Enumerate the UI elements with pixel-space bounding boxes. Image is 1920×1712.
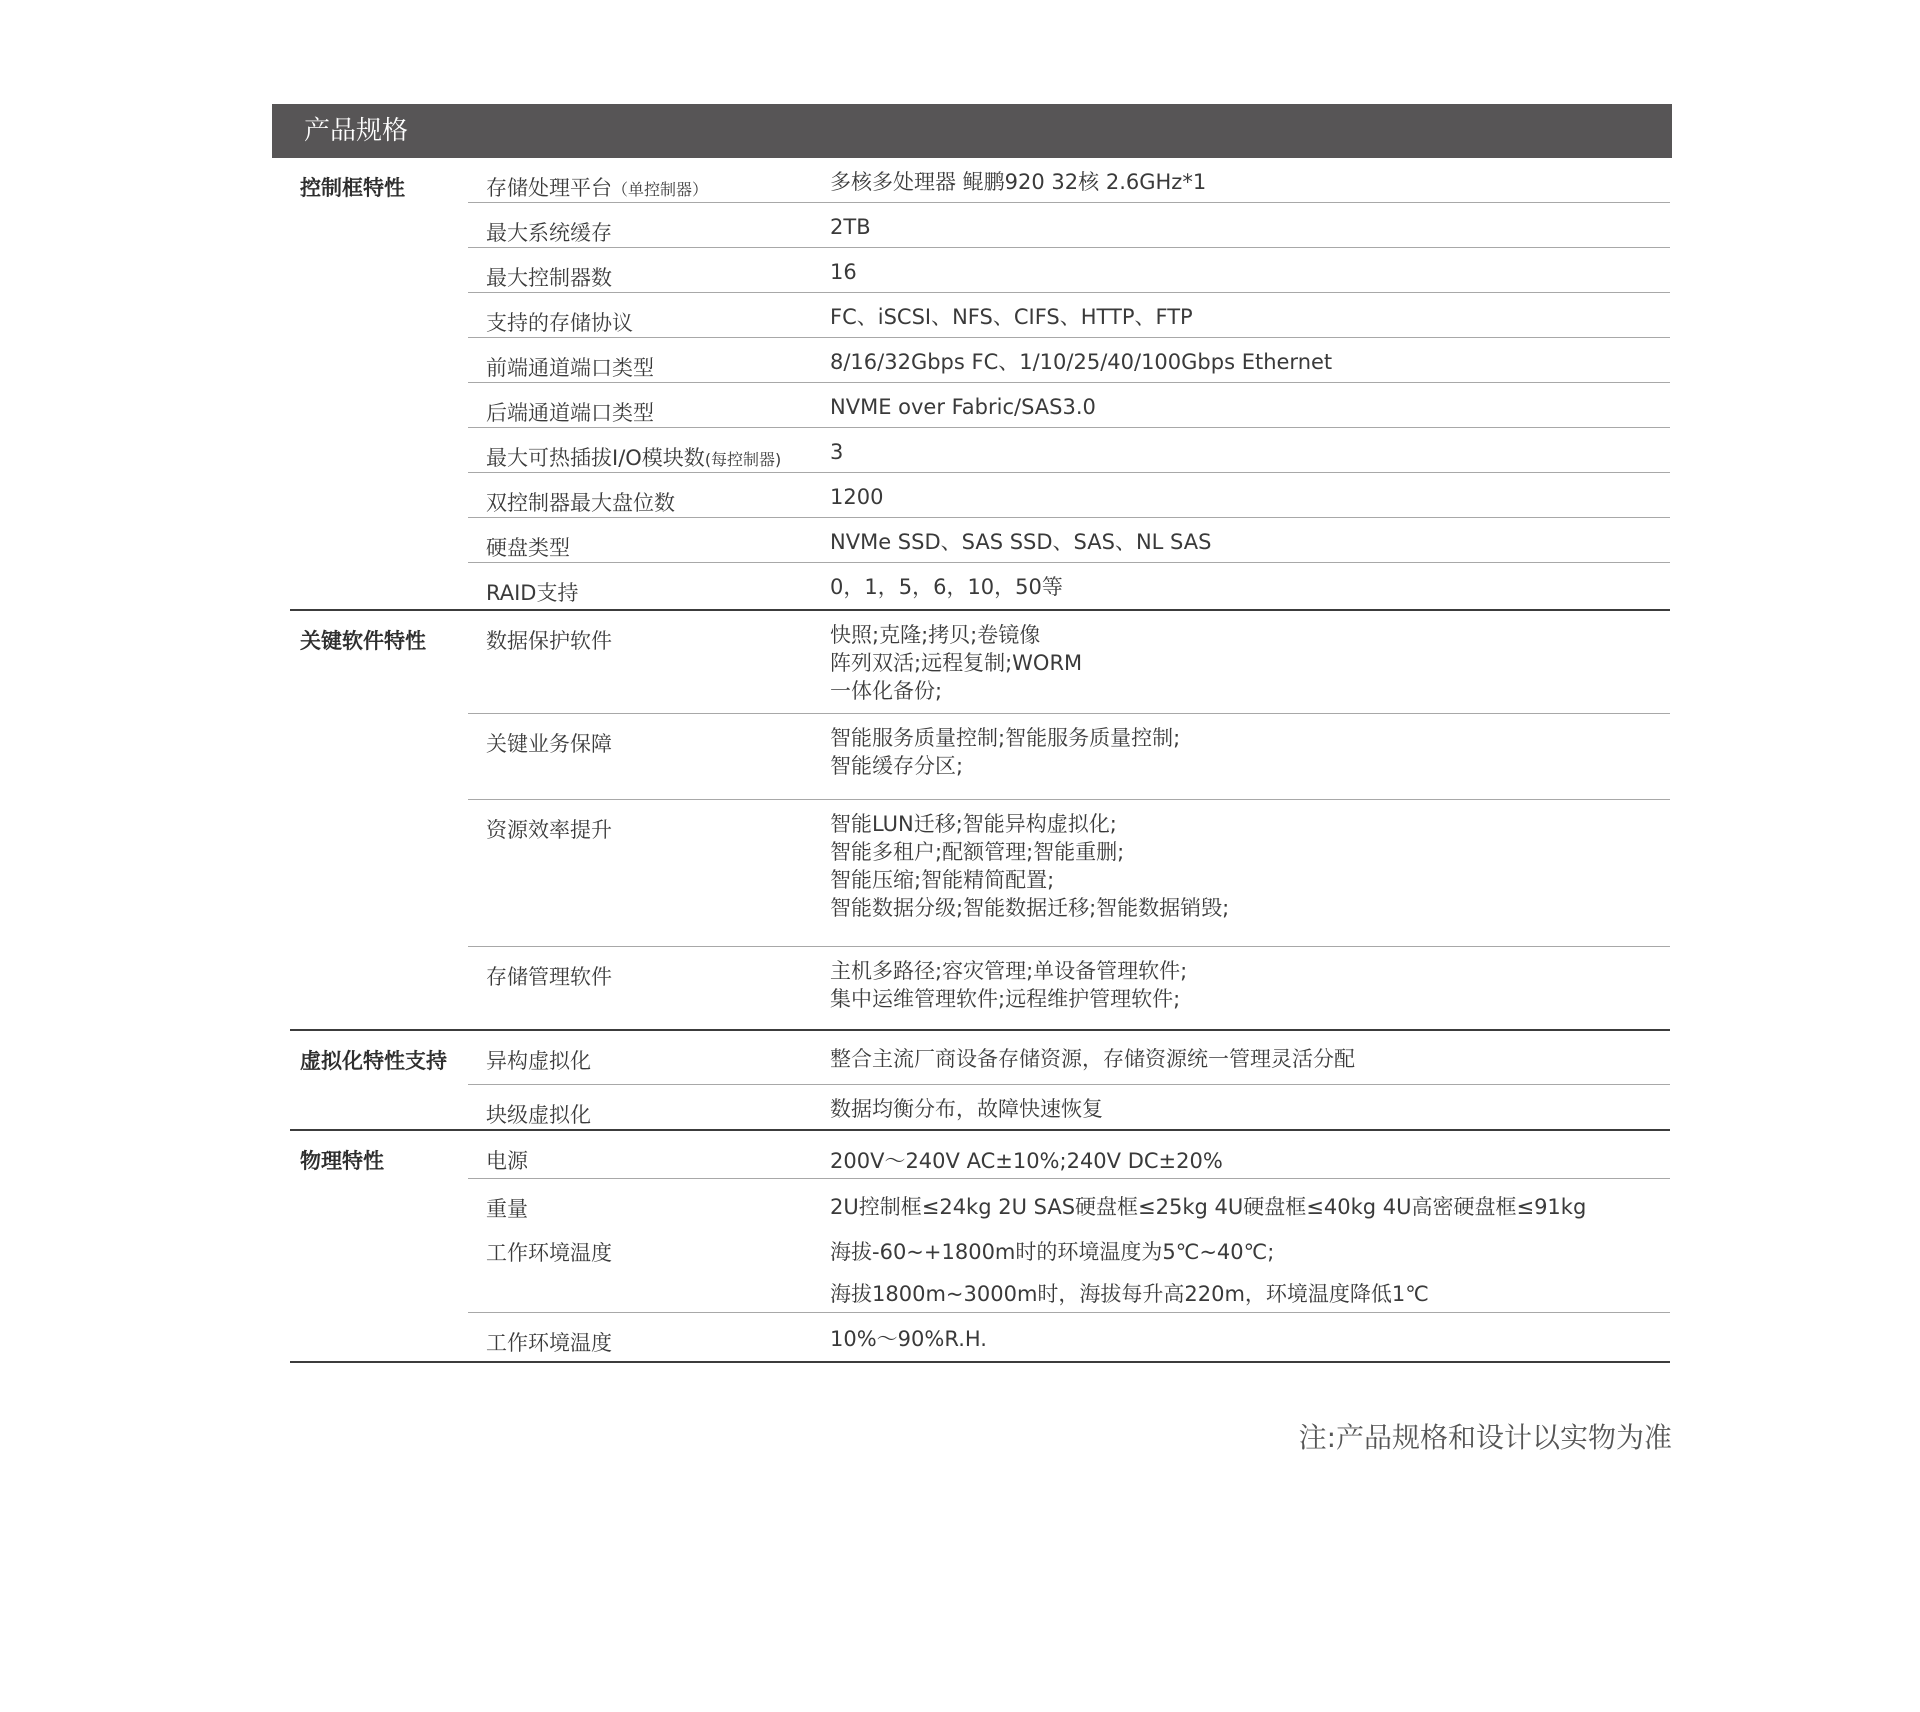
row-value: NVME over Fabric/SAS3.0 (830, 395, 1096, 419)
spec-row (468, 338, 1670, 383)
row-value: 主机多路径;容灾管理;单设备管理软件; 集中运维管理软件;远程维护管理软件; (830, 959, 1188, 1011)
row-label: RAID支持 (486, 581, 579, 605)
row-label: 重量 (486, 1197, 528, 1221)
row-value: 智能服务质量控制;智能服务质量控制; 智能缓存分区; (830, 726, 1181, 778)
row-label: 硬盘类型 (486, 536, 570, 560)
spec-header-bar (272, 104, 1672, 158)
spec-group-virtualization (290, 1031, 1670, 1131)
row-value: FC、iSCSI、NFS、CIFS、HTTP、FTP (830, 305, 1193, 329)
spec-title: 产品规格 (304, 116, 409, 146)
row-value: 快照;克隆;拷贝;卷镜像 阵列双活;远程复制;WORM 一体化备份; (830, 623, 1083, 703)
row-label: 数据保护软件 (486, 629, 612, 653)
row-label: 电源 (486, 1149, 528, 1173)
row-value: 多核多处理器 鲲鹏920 32核 2.6GHz*1 (830, 170, 1207, 194)
row-label: 前端通道端口类型 (486, 356, 654, 380)
spec-group-physical (290, 1131, 1670, 1363)
spec-row (468, 1085, 1670, 1129)
spec-row (468, 1031, 1670, 1085)
spec-row (468, 293, 1670, 338)
spec-row (468, 1223, 1670, 1313)
group-name: 关键软件特性 (300, 629, 426, 653)
group-name: 虚拟化特性支持 (300, 1049, 447, 1073)
row-value: NVMe SSD、SAS SSD、SAS、NL SAS (830, 530, 1212, 554)
row-value: 0，1，5，6，10，50等 (830, 575, 1063, 599)
spec-row (468, 714, 1670, 800)
row-label: 存储管理软件 (486, 965, 612, 989)
row-value: 海拔-60~+1800m时的环境温度为5℃~40℃; 海拔1800m~3000m时，海拔每升高220m，环境温度降低1℃ (830, 1240, 1429, 1306)
row-value: 智能LUN迁移;智能异构虚拟化; 智能多租户;配额管理;智能重删; 智能压缩;智能精简配置; 智能数据分级;智能数据迁移;智能数据销毁; (830, 812, 1230, 920)
row-value: 2U控制框≤24kg 2U SAS硬盘框≤25kg 4U硬盘框≤40kg 4U高密硬盘框≤91kg (830, 1195, 1587, 1219)
group-name: 物理特性 (300, 1149, 384, 1173)
row-value: 200V～240V AC±10%;240V DC±20% (830, 1149, 1223, 1173)
spec-group-software (290, 611, 1670, 1031)
spec-row (468, 1313, 1670, 1361)
row-value: 数据均衡分布，故障快速恢复 (830, 1097, 1103, 1121)
row-value: 10%～90%R.H. (830, 1327, 987, 1351)
row-value: 16 (830, 260, 857, 284)
footnote: 注:产品规格和设计以实物为准 (1298, 1421, 1672, 1454)
spec-row (468, 1131, 1670, 1179)
row-label: 最大控制器数 (486, 266, 612, 290)
row-value: 整合主流厂商设备存储资源，存储资源统一管理灵活分配 (830, 1047, 1355, 1071)
spec-group-controller (290, 158, 1670, 611)
spec-row (468, 473, 1670, 518)
spec-row (468, 203, 1670, 248)
group-name: 控制框特性 (300, 176, 405, 200)
row-label: 异构虚拟化 (486, 1049, 591, 1073)
row-value: 8/16/32Gbps FC、1/10/25/40/100Gbps Ethernet (830, 350, 1333, 374)
row-value: 3 (830, 440, 844, 464)
spec-row (468, 947, 1670, 1029)
row-label: 工作环境温度 (486, 1241, 612, 1265)
row-value: 2TB (830, 215, 871, 239)
row-label: 块级虚拟化 (486, 1103, 591, 1127)
spec-row (468, 800, 1670, 947)
spec-row (468, 248, 1670, 293)
row-label: 后端通道端口类型 (486, 401, 654, 425)
row-label: 资源效率提升 (486, 818, 612, 842)
row-label: 最大系统缓存 (486, 221, 612, 245)
row-label: 双控制器最大盘位数 (486, 491, 675, 515)
spec-row (468, 158, 1670, 203)
row-label: 支持的存储协议 (486, 311, 633, 335)
row-label: 工作环境温度 (486, 1331, 612, 1355)
row-label: 最大可热插拔I/O模块数(每控制器) (486, 446, 782, 470)
spec-row (468, 428, 1670, 473)
spec-row (468, 563, 1670, 609)
row-value: 1200 (830, 485, 884, 509)
spec-row (468, 611, 1670, 714)
spec-row (468, 383, 1670, 428)
spec-row (468, 518, 1670, 563)
row-label: 存储处理平台（单控制器） (486, 176, 709, 200)
spec-row (468, 1179, 1670, 1223)
row-label: 关键业务保障 (486, 732, 612, 756)
spec-table (290, 158, 1670, 1363)
